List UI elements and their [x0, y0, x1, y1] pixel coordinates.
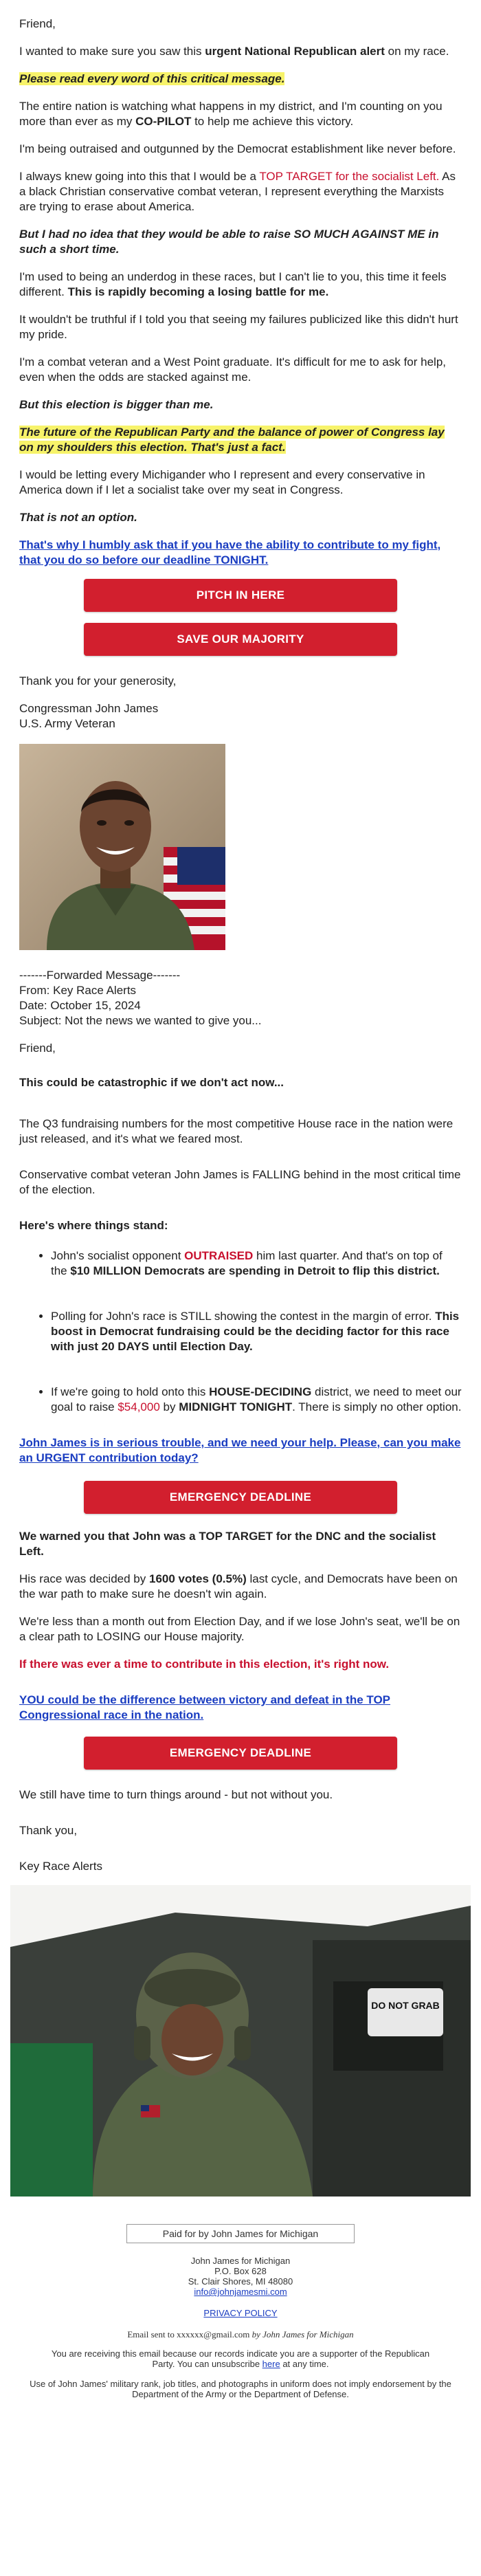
paragraph-ever: If there was ever a time to contribute in this election, it's right now. [19, 1658, 390, 1671]
difference-link[interactable]: YOU could be the difference between victory and defeat in the TOP Congressional race in the nation. [19, 1693, 391, 1721]
stand-title: Here's where things stand: [19, 1219, 168, 1232]
paragraph-read-every-word: Please read every word of this critical message. [19, 72, 285, 85]
paragraph-intro: I wanted to make sure you saw this urgent National Republican alert on my race. [19, 45, 449, 58]
paragraph-still-time: We still have time to turn things around - but not without you. [19, 1788, 333, 1801]
emergency-deadline-button-2[interactable]: EMERGENCY DEADLINE [84, 1737, 397, 1770]
cockpit-illustration [10, 1885, 471, 2197]
forwarded-signoff: Key Race Alerts [19, 1860, 102, 1873]
paragraph-michigander: I would be letting every Michigander who I represent and every conservative in America down if I let a socialist take over my seat in Congress. [19, 468, 425, 496]
signature-name: Congressman John James [19, 702, 159, 715]
forwarded-greeting: Friend, [19, 1042, 56, 1055]
paragraph-warned: We warned you that John was a TOP TARGET for the DNC and the socialist Left. [19, 1530, 436, 1558]
placard-text: DO NOT GRAB [371, 2000, 440, 2011]
paragraph-pride: It wouldn't be truthful if I told you that seeing my failures publicized like this didn't hurt my pride. [19, 313, 458, 341]
forwarded-headline: This could be catastrophic if we don't act now... [19, 1076, 284, 1089]
paragraph-so-much-against: But I had no idea that they would be able to raise SO MUCH AGAINST ME in such a short time. [19, 228, 439, 256]
cockpit-photo [10, 1885, 471, 2197]
paragraph-decided: His race was decided by 1600 votes (0.5%) last cycle, and Democrats have been on the war path to make sure he doesn't win again. [19, 1572, 458, 1600]
paragraph-copilot: The entire nation is watching what happens in my district, and I'm counting on you more than ever as my CO-PILOT to help me achieve this victory. [19, 100, 443, 128]
forwarded-header: -------Forwarded Message------- [19, 969, 181, 982]
greeting: Friend, [19, 17, 56, 30]
paragraph-falling: Conservative combat veteran John James is FALLING behind in the most critical time of the election. [19, 1168, 461, 1196]
thanks-line: Thank you for your generosity, [19, 674, 177, 687]
paragraph-underdog: I'm used to being an underdog in these races, but I can't lie to you, this time it feels different. This is rapidly becoming a losing battle for me. [19, 270, 447, 298]
stand-list [19, 1248, 462, 1415]
paid-for-box: Paid for by John James for Michigan [126, 2224, 355, 2243]
save-majority-button[interactable]: SAVE OUR MAJORITY [84, 623, 397, 656]
paragraph-west-point: I'm a combat veteran and a West Point graduate. It's difficult for me to ask for help, even when the odds are stacked against me. [19, 355, 447, 384]
paragraph-future: The future of the Republican Party and the balance of power of Congress lay on my shoulders this election. That's just a fact. [19, 426, 445, 454]
footer-email-link[interactable]: info@johnjamesmi.com [194, 2287, 287, 2297]
list-item: • John's socialist opponent OUTRAISED him last quarter. And that's on top of the $10 MILLION Democrats are spending in Detroit to flip this district. [51, 1248, 462, 1279]
urgent-contribution-link[interactable]: John James is in serious trouble, and we need your help. Please, can you make an URGENT contribution today? [19, 1436, 461, 1464]
email-body [0, 0, 481, 744]
receiving-notice: You are receiving this email because our records indicate you are a supporter of the Republican Party. You can unsubscribe here at any time. [51, 2348, 430, 2369]
list-item: • Polling for John's race is STILL showing the contest in the margin of error. This boost in Democrat fundraising could be the deciding factor for this race with just 20 DAYS until Election Day. [51, 1309, 462, 1354]
pitch-in-button[interactable]: PITCH IN HERE [84, 579, 397, 612]
paragraph-top-target: I always knew going into this that I would be a TOP TARGET for the socialist Left. As a black Christian conservative combat veteran, I represent everything the Marxists are trying to erase about America. [19, 170, 456, 213]
forwarded-date: Date: October 15, 2024 [19, 999, 141, 1012]
john-james-portrait [19, 744, 225, 950]
do-not-grab-placard [368, 1988, 443, 2036]
unsubscribe-link[interactable]: here [262, 2359, 280, 2369]
forwarded-subject: Subject: Not the news we wanted to give you... [19, 1014, 262, 1027]
contribute-link[interactable]: That's why I humbly ask that if you have the ability to contribute to my fight, that you do so before our deadline TONIGHT. [19, 538, 441, 566]
privacy-policy-link[interactable]: PRIVACY POLICY [203, 2308, 278, 2318]
paragraph-q3: The Q3 fundraising numbers for the most competitive House race in the nation were just released, and it's what we feared most. [19, 1117, 454, 1145]
paragraph-not-an-option: That is not an option. [19, 511, 137, 524]
forwarded-thanks: Thank you, [19, 1824, 78, 1837]
military-disclaimer: Use of John James' military rank, job titles, and photographs in uniform does not imply endorsement by the Department of the Army or the Department of Defense. [30, 2379, 451, 2399]
footer-address-2: P.O. Box 628 [214, 2266, 267, 2276]
portrait-illustration [19, 744, 225, 950]
paragraph-outraised: I'm being outraised and outgunned by the Democrat establishment like never before. [19, 142, 456, 155]
paragraph-bigger-than-me: But this election is bigger than me. [19, 398, 214, 411]
emergency-deadline-button[interactable]: EMERGENCY DEADLINE [84, 1481, 397, 1514]
footer-address-3: St. Clair Shores, MI 48080 [188, 2276, 293, 2287]
list-item: • If we're going to hold onto this HOUSE-DECIDING district, we need to meet our goal to raise $54,000 by MIDNIGHT TONIGHT. There is simply no other option. [51, 1385, 462, 1415]
sent-to-line: Email sent to xxxxxx@gmail.com by John James for Michigan [127, 2329, 354, 2340]
email-footer [0, 2197, 481, 2399]
forwarded-from: From: Key Race Alerts [19, 984, 137, 997]
paragraph-month: We're less than a month out from Election Day, and if we lose John's seat, we'll be on a clear path to LOSING our House majority. [19, 1615, 460, 1643]
footer-address-1: John James for Michigan [190, 2256, 291, 2266]
signature-title: U.S. Army Veteran [19, 717, 115, 730]
forwarded-message [0, 950, 481, 1885]
